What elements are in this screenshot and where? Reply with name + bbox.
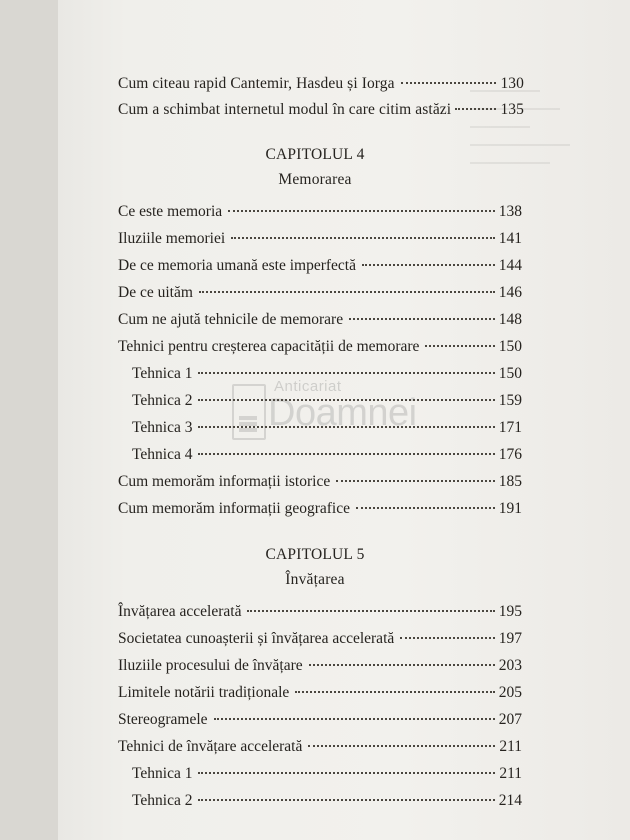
toc-entry-page: 135: [500, 101, 524, 118]
toc-entry-page: 141: [498, 230, 522, 247]
toc-entry-title: Tehnica 3: [132, 419, 193, 436]
toc-entry: [118, 656, 522, 676]
toc-entry-title: De ce uităm: [118, 284, 193, 301]
toc-entry-page: 138: [498, 203, 522, 220]
toc-entry-page: 171: [498, 419, 522, 436]
toc-entry-title: Tehnica 1: [132, 765, 193, 782]
toc-entry: [118, 283, 522, 303]
toc-subentry: [132, 445, 522, 465]
toc-entry-title: Tehnici pentru creșterea capacității de memorare: [118, 338, 420, 355]
dot-leader: [231, 237, 495, 239]
dot-leader: [198, 453, 494, 455]
toc-entry-page: 159: [498, 392, 522, 409]
toc-subentry: [132, 791, 522, 811]
toc-entry: [118, 602, 522, 622]
toc-entry-page: 211: [499, 738, 522, 755]
dot-leader: [455, 108, 496, 110]
toc-entry-page: 214: [498, 792, 522, 809]
toc-entry-title: Limitele notării tradiționale: [118, 684, 290, 701]
toc-entry-title: Cum memorăm informații istorice: [118, 473, 331, 490]
chapter-heading: CAPITOLUL 4: [265, 146, 365, 163]
toc-entry-title: Tehnici de învățare accelerată: [118, 738, 303, 755]
watermark-line1: Anticariat: [274, 378, 342, 395]
dot-leader: [198, 799, 494, 801]
toc-entry: [118, 100, 524, 120]
toc-entry-page: 176: [498, 446, 522, 463]
dot-leader: [199, 291, 495, 293]
toc-entry-page: 191: [498, 500, 522, 517]
toc-entry-title: Tehnica 1: [132, 365, 193, 382]
toc-entry-title: Cum citeau rapid Cantemir, Hasdeu și Iorga: [118, 75, 395, 92]
dot-leader: [356, 507, 495, 509]
dot-leader: [349, 318, 495, 320]
dot-leader: [401, 82, 497, 84]
dot-leader: [400, 637, 494, 639]
toc-entry-title: Stereogramele: [118, 711, 208, 728]
dot-leader: [295, 691, 494, 693]
toc-entry-title: Cum a schimbat internetul modul în care citim astăzi: [118, 101, 452, 118]
toc-entry-page: 144: [498, 257, 522, 274]
toc-entry-title: Învățarea accelerată: [118, 603, 242, 620]
toc-entry-title: Iluziile memoriei: [118, 230, 226, 247]
toc-entry: [118, 472, 522, 492]
dot-leader: [247, 610, 494, 612]
dot-leader: [214, 718, 495, 720]
chapter-subtitle: Memorarea: [278, 171, 352, 188]
toc-entry: [118, 499, 522, 519]
toc-entry: [118, 229, 522, 249]
toc-entry-title: Iluziile procesului de învățare: [118, 657, 303, 674]
dot-leader: [228, 210, 495, 212]
toc-entry-title: Tehnica 4: [132, 446, 193, 463]
toc-entry-page: 150: [498, 365, 522, 382]
toc-entry-page: 148: [498, 311, 522, 328]
toc-entry-page: 207: [498, 711, 522, 728]
dot-leader: [362, 264, 495, 266]
dot-leader: [198, 426, 494, 428]
toc-entry-page: 146: [498, 284, 522, 301]
dot-leader: [198, 399, 494, 401]
toc-entry-page: 185: [498, 473, 522, 490]
toc-entry: [118, 256, 522, 276]
toc-entry-title: Societatea cunoașterii și învățarea accelerată: [118, 630, 395, 647]
toc-entry-title: Cum memorăm informații geografice: [118, 500, 350, 517]
toc-entry-page: 211: [499, 765, 522, 782]
toc-entry: [118, 737, 522, 757]
toc-entry-title: De ce memoria umană este imperfectă: [118, 257, 356, 274]
toc-entry-page: 197: [498, 630, 522, 647]
toc-subentry: [132, 418, 522, 438]
toc-entry: [118, 337, 522, 357]
dot-leader: [308, 745, 495, 747]
toc-entry: [118, 202, 522, 222]
toc-entry-title: Ce este memoria: [118, 203, 223, 220]
dot-leader: [336, 480, 495, 482]
toc-entry-page: 205: [498, 684, 522, 701]
toc-entry: [118, 710, 522, 730]
toc-subentry: [132, 764, 522, 784]
toc-entry-page: 195: [498, 603, 522, 620]
toc-subentry: [132, 364, 522, 384]
toc-entry: [118, 310, 522, 330]
dot-leader: [198, 772, 495, 774]
toc-entry-page: 130: [500, 75, 524, 92]
chapter-heading: CAPITOLUL 5: [265, 546, 365, 563]
toc-entry-title: Tehnica 2: [132, 792, 193, 809]
dot-leader: [425, 345, 494, 347]
toc-entry-title: Tehnica 2: [132, 392, 193, 409]
watermark-line2: Doamnei: [268, 392, 417, 434]
dot-leader: [309, 664, 495, 666]
dot-leader: [198, 372, 494, 374]
toc-entry-title: Cum ne ajută tehnicile de memorare: [118, 311, 344, 328]
toc-entry: [118, 74, 524, 94]
toc-entry-page: 203: [498, 657, 522, 674]
toc-entry-page: 150: [498, 338, 522, 355]
toc-entry: [118, 629, 522, 649]
chapter-subtitle: Învățarea: [285, 571, 345, 588]
toc-entry: [118, 683, 522, 703]
toc-subentry: [132, 391, 522, 411]
